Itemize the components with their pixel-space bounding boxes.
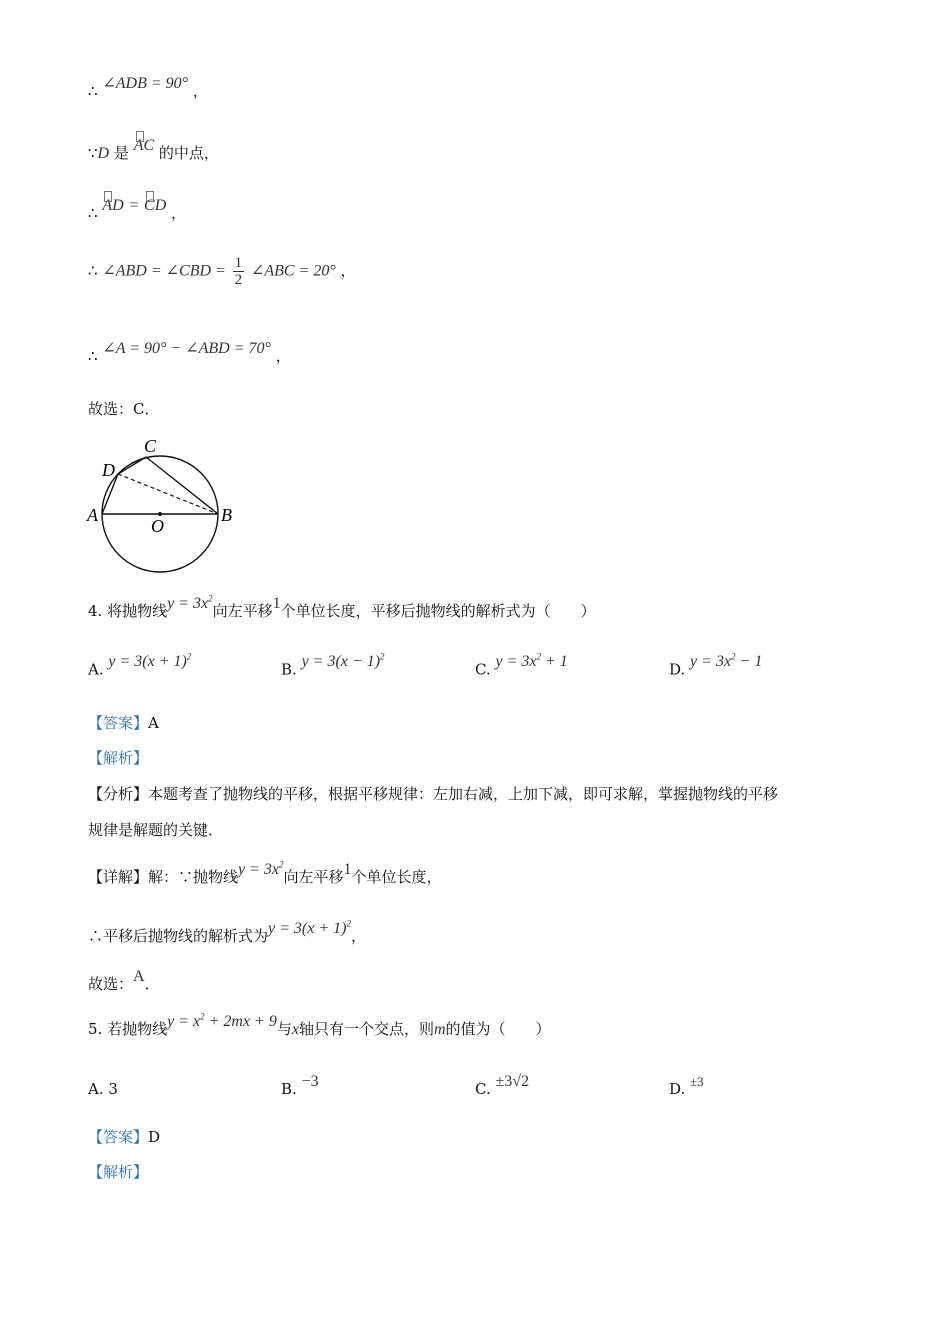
- text: 轴只有一个交点，则: [298, 1020, 434, 1038]
- chord-ad: [102, 474, 118, 514]
- option-math: [108, 653, 191, 670]
- math-expression: ∠ABD = ∠CBD =: [102, 262, 226, 280]
- fenxi-text: 本题考查了抛物线的平移，根据平移规律：左加右减，上加下减，即可求解，掌握抛物线的平移: [148, 785, 779, 803]
- label-d: D: [102, 460, 115, 480]
- math-tail: − 1: [735, 653, 763, 671]
- chord-dc: [118, 457, 146, 474]
- math-expression: [167, 595, 213, 612]
- q4-option-c: [475, 652, 568, 679]
- answer-value: D: [148, 1128, 161, 1146]
- text: 故选：: [88, 975, 134, 993]
- math-base: y = 3(x + 1): [108, 653, 187, 671]
- text: 的值为（ ）: [445, 1020, 551, 1038]
- q4-fenxi: [88, 783, 778, 804]
- punctuation: ，: [192, 82, 208, 100]
- option-label: A.: [88, 660, 104, 679]
- solution-line-3: [88, 197, 187, 223]
- punctuation: ，: [171, 204, 187, 222]
- text: 与: [276, 1020, 292, 1038]
- q5-option-b: [281, 1073, 319, 1099]
- question-4-stem: [88, 593, 596, 621]
- arc-expression: AD: [102, 197, 124, 214]
- solution-line-5: [88, 340, 291, 366]
- q4-detail: [88, 859, 442, 887]
- text: 解：∵抛物线: [148, 868, 239, 886]
- answer-tag: 【答案】: [88, 714, 149, 732]
- q5-option-d: [669, 1074, 704, 1098]
- q4-fenxi-cont: 规律是解题的关键．: [88, 821, 224, 839]
- exponent: 2: [208, 593, 213, 604]
- arc-expression: AC: [133, 137, 155, 154]
- solution-line-1: [88, 75, 208, 101]
- option-label: B.: [281, 1080, 297, 1098]
- punctuation: ，: [340, 261, 356, 280]
- math-expression: [167, 1013, 277, 1030]
- q4-option-b: [281, 652, 385, 679]
- math-base: y = x: [167, 1013, 201, 1030]
- variable: m: [433, 1021, 446, 1038]
- dashed-chord-db: [118, 474, 218, 514]
- math-base: y = 3x: [167, 595, 209, 612]
- q5-answer: [88, 1126, 160, 1147]
- chord-cb: [146, 457, 218, 514]
- exponent: 2: [536, 652, 541, 662]
- option-value: ±3√2: [495, 1073, 530, 1090]
- option-label: C.: [475, 1080, 491, 1098]
- solution-choice: 故选：C．: [88, 400, 160, 418]
- label-c: C: [144, 436, 157, 456]
- option-label: D.: [669, 660, 686, 679]
- option-math: [302, 653, 385, 670]
- question-number: 5. 若抛物线: [88, 1020, 168, 1038]
- answer-value: A: [148, 714, 159, 732]
- exponent: 2: [186, 652, 192, 662]
- arc-expression: CD: [144, 197, 167, 214]
- math-base: y = 3x: [238, 861, 280, 878]
- text: 的中点，: [158, 144, 219, 162]
- option-math: [496, 653, 568, 670]
- fraction: [233, 255, 245, 288]
- question-5-stem: [88, 1011, 551, 1039]
- question-number: 4. 将抛物线: [88, 602, 168, 620]
- text: 向左平移: [283, 868, 344, 886]
- q4-choice: [88, 968, 160, 994]
- math-operator: =: [128, 197, 140, 214]
- text: ∴平移后抛物线的解析式为: [88, 927, 269, 945]
- choice-letter: A: [133, 968, 145, 985]
- number: 1: [343, 861, 352, 878]
- therefore-symbol: ∴: [88, 261, 98, 280]
- circle-geometry-figure: [80, 432, 250, 582]
- exponent: 2: [279, 859, 284, 870]
- therefore-symbol: ∴: [88, 347, 98, 365]
- text: 向左平移: [212, 602, 273, 620]
- exponent: 2: [346, 918, 351, 929]
- math-expression: [268, 920, 351, 937]
- math-base: y = 3(x − 1): [301, 653, 381, 671]
- math-expression: ∠A = 90° − ∠ABD = 70°: [102, 340, 271, 357]
- q5-option-c: [475, 1073, 530, 1099]
- option-value: 3: [108, 1080, 118, 1098]
- option-label: A.: [88, 1080, 104, 1098]
- solution-line-4: [88, 255, 356, 288]
- detail-tag: 【详解】: [88, 868, 149, 886]
- option-value: −3: [301, 1073, 319, 1090]
- math-expression: ∠ABC = 20°: [250, 262, 336, 280]
- therefore-symbol: ∴: [88, 204, 98, 222]
- q4-option-d: [669, 652, 763, 679]
- punctuation: ，: [350, 927, 366, 945]
- analysis-tag: 【解析】: [88, 749, 149, 767]
- label-a: A: [87, 505, 98, 525]
- analysis-tag: 【解析】: [88, 1163, 149, 1181]
- math-expression: ∠ADB = 90°: [102, 75, 189, 92]
- because-symbol: ∵: [88, 144, 98, 162]
- answer-tag: 【答案】: [88, 1128, 149, 1146]
- label-o: O: [151, 516, 164, 536]
- option-math: [690, 653, 762, 670]
- q4-analysis-heading: [88, 747, 148, 768]
- option-value: ±3: [690, 1074, 704, 1089]
- number: 1: [272, 595, 281, 612]
- math-tail: + 1: [541, 653, 568, 671]
- q4-result: [88, 918, 366, 946]
- punctuation: ．: [144, 975, 160, 993]
- option-label: D.: [669, 1080, 686, 1098]
- solution-line-2: [88, 137, 219, 163]
- math-base: y = 3x: [495, 653, 537, 671]
- q5-option-a: [88, 1080, 118, 1098]
- text: 个单位长度，平移后抛物线的解析式为（ ）: [280, 602, 596, 620]
- punctuation: ，: [275, 347, 291, 365]
- therefore-symbol: ∴: [88, 82, 98, 100]
- math-base: y = 3(x + 1): [268, 920, 347, 937]
- point-label: D: [97, 145, 110, 162]
- exponent: 2: [380, 652, 385, 662]
- fenxi-tag: 【分析】: [88, 785, 149, 803]
- q4-option-a: [88, 652, 192, 679]
- text: 个单位长度，: [351, 868, 442, 886]
- math-base: y = 3x: [690, 653, 732, 671]
- q4-answer: [88, 712, 159, 733]
- math-expression: [238, 861, 284, 878]
- q5-analysis-heading: [88, 1161, 148, 1182]
- option-label: B.: [281, 660, 297, 679]
- math-tail: + 2mx + 9: [204, 1013, 277, 1030]
- exponent: 2: [731, 652, 736, 662]
- label-b: B: [221, 505, 232, 525]
- option-label: C.: [475, 660, 491, 679]
- text: 是: [113, 144, 129, 162]
- fraction-denominator: 2: [234, 272, 243, 288]
- exponent: 2: [200, 1011, 205, 1022]
- fraction-numerator: 1: [234, 255, 243, 271]
- variable: x: [291, 1021, 299, 1038]
